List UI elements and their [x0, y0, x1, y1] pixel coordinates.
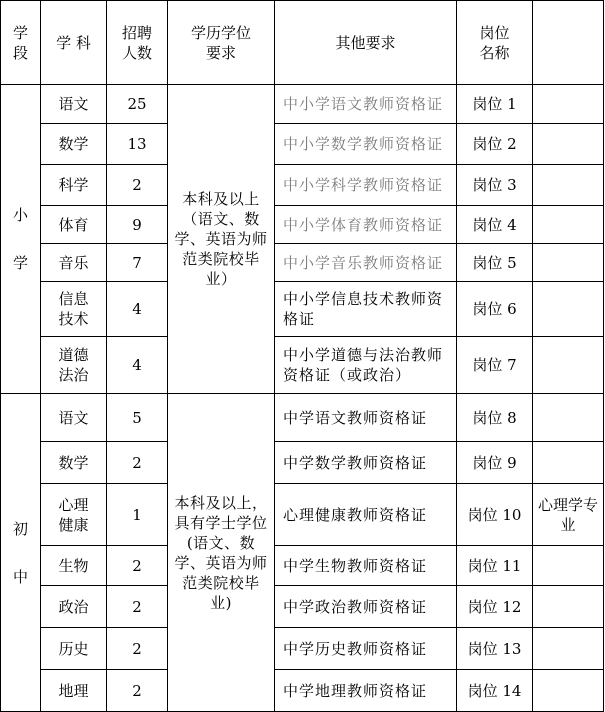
requirement-cell: 中小学数学教师资格证 — [275, 124, 457, 165]
table-row — [1, 586, 604, 628]
subject-cell: 数学 — [41, 124, 107, 165]
header-education: 学历学位要求 — [168, 1, 275, 85]
extra-cell — [533, 628, 604, 670]
extra-cell — [533, 394, 604, 442]
requirement-cell: 中学政治教师资格证 — [275, 586, 457, 628]
table-row — [1, 670, 604, 712]
stage-char: 中 — [12, 567, 28, 586]
extra-cell — [533, 442, 604, 484]
post-cell: 岗位 6 — [457, 282, 533, 337]
requirement-cell: 中小学信息技术教师资格证 — [275, 282, 457, 337]
table-row — [1, 394, 604, 442]
requirement-cell: 心理健康教师资格证 — [275, 484, 457, 546]
requirement-cell: 中学语文教师资格证 — [275, 394, 457, 442]
requirement-cell: 中学生物教师资格证 — [275, 546, 457, 586]
post-cell: 岗位 8 — [457, 394, 533, 442]
requirement-cell: 中学地理教师资格证 — [275, 670, 457, 712]
post-cell: 岗位 12 — [457, 586, 533, 628]
header-post: 岗位名称 — [457, 1, 533, 85]
extra-cell — [533, 546, 604, 586]
table-row — [1, 282, 604, 337]
header-subject: 学 科 — [41, 1, 107, 85]
subject-cell: 科学 — [41, 165, 107, 206]
extra-cell — [533, 670, 604, 712]
table-row — [1, 442, 604, 484]
stage-char: 小 — [12, 206, 28, 224]
post-cell: 岗位 3 — [457, 165, 533, 206]
extra-cell — [533, 337, 604, 394]
header-row — [1, 1, 604, 85]
extra-cell: 心理学专业 — [533, 484, 604, 546]
post-cell: 岗位 13 — [457, 628, 533, 670]
table-row — [1, 546, 604, 586]
count-cell: 7 — [107, 244, 168, 282]
subject-cell: 心理健康 — [41, 484, 107, 546]
post-cell: 岗位 14 — [457, 670, 533, 712]
primary-education-cell: 本科及以上（语文、数学、英语为师范类院校毕业） — [168, 85, 275, 394]
extra-cell — [533, 165, 604, 206]
extra-cell — [533, 124, 604, 165]
requirement-cell: 中学数学教师资格证 — [275, 442, 457, 484]
extra-cell — [533, 244, 604, 282]
requirement-cell: 中小学体育教师资格证 — [275, 206, 457, 244]
junior-section — [1, 394, 604, 712]
count-cell: 25 — [107, 85, 168, 124]
post-cell: 岗位 4 — [457, 206, 533, 244]
table-row — [1, 244, 604, 282]
primary-section — [1, 85, 604, 394]
table-row — [1, 337, 604, 394]
table-row — [1, 165, 604, 206]
count-cell: 2 — [107, 586, 168, 628]
table-row — [1, 628, 604, 670]
post-cell: 岗位 2 — [457, 124, 533, 165]
extra-cell — [533, 282, 604, 337]
table-row — [1, 85, 604, 124]
junior-stage-cell — [1, 394, 41, 712]
post-cell: 岗位 1 — [457, 85, 533, 124]
post-cell: 岗位 7 — [457, 337, 533, 394]
count-cell: 5 — [107, 394, 168, 442]
extra-cell — [533, 85, 604, 124]
header-stage: 学段 — [1, 1, 41, 85]
post-cell: 岗位 9 — [457, 442, 533, 484]
count-cell: 1 — [107, 484, 168, 546]
count-cell: 4 — [107, 282, 168, 337]
count-cell: 2 — [107, 670, 168, 712]
requirement-cell: 中小学音乐教师资格证 — [275, 244, 457, 282]
post-cell: 岗位 11 — [457, 546, 533, 586]
header-other: 其他要求 — [275, 1, 457, 85]
post-cell: 岗位 5 — [457, 244, 533, 282]
count-cell: 4 — [107, 337, 168, 394]
requirement-cell: 中小学道德与法治教师资格证（或政治） — [275, 337, 457, 394]
subject-cell: 政治 — [41, 586, 107, 628]
primary-stage-cell — [1, 85, 41, 394]
table-row — [1, 206, 604, 244]
extra-cell — [533, 206, 604, 244]
subject-cell: 地理 — [41, 670, 107, 712]
count-cell: 2 — [107, 442, 168, 484]
stage-char: 学 — [12, 254, 28, 272]
count-cell: 2 — [107, 546, 168, 586]
junior-education-cell: 本科及以上，具有学士学位(语文、数学、英语为师范类院校毕业) — [168, 394, 275, 712]
requirement-cell: 中小学科学教师资格证 — [275, 165, 457, 206]
subject-cell: 语文 — [41, 85, 107, 124]
subject-cell: 信息技术 — [41, 282, 107, 337]
count-cell: 2 — [107, 628, 168, 670]
post-cell: 岗位 10 — [457, 484, 533, 546]
extra-cell — [533, 586, 604, 628]
header-count: 招聘人数 — [107, 1, 168, 85]
count-cell: 13 — [107, 124, 168, 165]
subject-cell: 音乐 — [41, 244, 107, 282]
table-row — [1, 124, 604, 165]
subject-cell: 体育 — [41, 206, 107, 244]
stage-char: 初 — [12, 519, 28, 538]
header-extra — [533, 1, 604, 85]
subject-cell: 历史 — [41, 628, 107, 670]
subject-cell: 数学 — [41, 442, 107, 484]
subject-cell: 语文 — [41, 394, 107, 442]
subject-cell: 生物 — [41, 546, 107, 586]
count-cell: 2 — [107, 165, 168, 206]
requirement-cell: 中小学语文教师资格证 — [275, 85, 457, 124]
subject-cell: 道德法治 — [41, 337, 107, 394]
count-cell: 9 — [107, 206, 168, 244]
requirement-cell: 中学历史教师资格证 — [275, 628, 457, 670]
table-row — [1, 484, 604, 546]
